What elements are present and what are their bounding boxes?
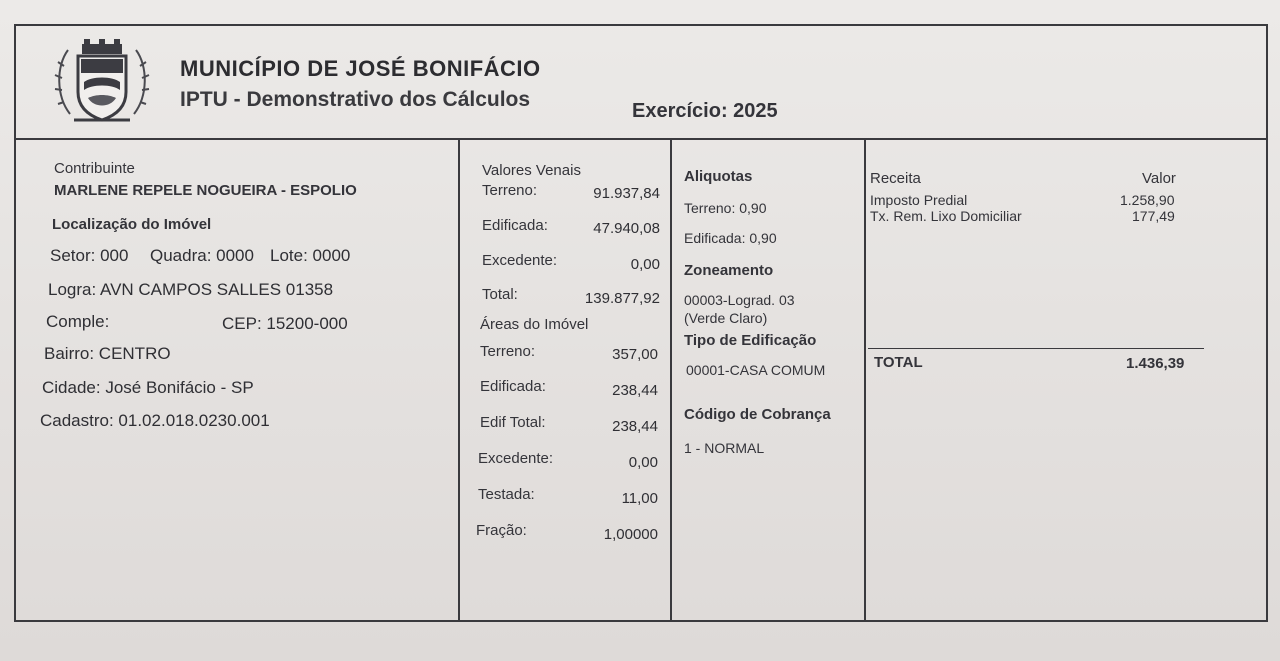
total-value: 1.436,39 xyxy=(1126,355,1185,372)
zoneamento-line1: 00003-Lograd. 03 xyxy=(684,292,795,308)
vv-excedente-value: 0,00 xyxy=(630,256,660,273)
contribuinte-name: MARLENE REPELE NOGUEIRA - ESPOLIO xyxy=(54,182,357,199)
exercicio-year: Exercício: 2025 xyxy=(632,100,778,122)
setor-field: Setor: 000 xyxy=(50,246,129,265)
fracao-label: Fração: xyxy=(476,522,527,539)
vv-excedente-label: Excedente: xyxy=(482,252,558,269)
lote-field: Lote: 0000 xyxy=(270,246,351,265)
valores-venais-title: Valores Venais xyxy=(482,162,581,179)
receita-column xyxy=(866,138,1266,620)
vv-total-label: Total: xyxy=(482,286,518,303)
area-edif-total-label: Edif Total: xyxy=(480,414,546,431)
aliquotas-column xyxy=(672,138,866,620)
area-terreno-label: Terreno: xyxy=(480,343,536,360)
municipality-title: MUNICÍPIO DE JOSÉ BONIFÁCIO xyxy=(180,56,541,81)
aliquotas-title: Aliquotas xyxy=(684,168,753,185)
areas-title: Áreas do Imóvel xyxy=(480,316,589,333)
form-header xyxy=(16,26,1266,140)
receita-header: Receita xyxy=(870,170,921,187)
receita-item-value: 1.258,90 xyxy=(1120,192,1175,208)
valores-column xyxy=(460,138,672,620)
cadastro-field: Cadastro: 01.02.018.0230.001 xyxy=(40,411,270,430)
vv-edificada-label: Edificada: xyxy=(482,217,548,234)
receita-item-label: Tx. Rem. Lixo Domiciliar xyxy=(870,208,1022,224)
document-title: IPTU - Demonstrativo dos Cálculos xyxy=(180,88,531,111)
total-divider xyxy=(868,348,1204,349)
receita-item-value: 177,49 xyxy=(1132,208,1175,224)
cidade-field: Cidade: José Bonifácio - SP xyxy=(42,378,254,397)
tipo-edificacao-title: Tipo de Edificação xyxy=(684,332,817,349)
vv-edificada-value: 47.940,08 xyxy=(593,220,660,237)
aliquota-edificada: Edificada: 0,90 xyxy=(684,230,777,246)
localizacao-label: Localização do Imóvel xyxy=(52,216,212,233)
testada-label: Testada: xyxy=(478,486,535,503)
zoneamento-title: Zoneamento xyxy=(684,262,774,279)
complemento-field: Comple: xyxy=(46,312,110,331)
area-terreno-value: 357,00 xyxy=(612,346,658,363)
vv-total-value: 139.877,92 xyxy=(584,290,660,307)
total-label: TOTAL xyxy=(874,354,923,371)
iptu-form xyxy=(14,24,1268,622)
area-edif-total-value: 238,44 xyxy=(612,418,658,435)
tipo-edificacao-value: 00001-CASA COMUM xyxy=(686,362,826,378)
municipal-crest-icon xyxy=(52,36,152,128)
codigo-cobranca-title: Código de Cobrança xyxy=(684,406,831,423)
vv-terreno-label: Terreno: xyxy=(482,182,538,199)
zoneamento-line2: (Verde Claro) xyxy=(684,310,768,326)
contribuinte-column xyxy=(16,138,460,620)
codigo-cobranca-value: 1 - NORMAL xyxy=(684,440,765,456)
area-excedente-value: 0,00 xyxy=(628,454,658,471)
aliquota-terreno: Terreno: 0,90 xyxy=(684,200,767,216)
contribuinte-label: Contribuinte xyxy=(54,160,135,177)
area-edificada-value: 238,44 xyxy=(612,382,658,399)
fracao-value: 1,00000 xyxy=(603,526,658,543)
vv-terreno-value: 91.937,84 xyxy=(593,185,660,202)
testada-value: 11,00 xyxy=(621,490,658,507)
valor-header: Valor xyxy=(1142,170,1176,187)
cep-field: CEP: 15200-000 xyxy=(222,314,348,333)
area-edificada-label: Edificada: xyxy=(480,378,546,395)
logradouro-field: Logra: AVN CAMPOS SALLES 01358 xyxy=(48,280,334,299)
receita-item-label: Imposto Predial xyxy=(870,192,968,208)
bairro-field: Bairro: CENTRO xyxy=(44,344,171,363)
area-excedente-label: Excedente: xyxy=(478,450,554,467)
quadra-field: Quadra: 0000 xyxy=(150,246,254,265)
